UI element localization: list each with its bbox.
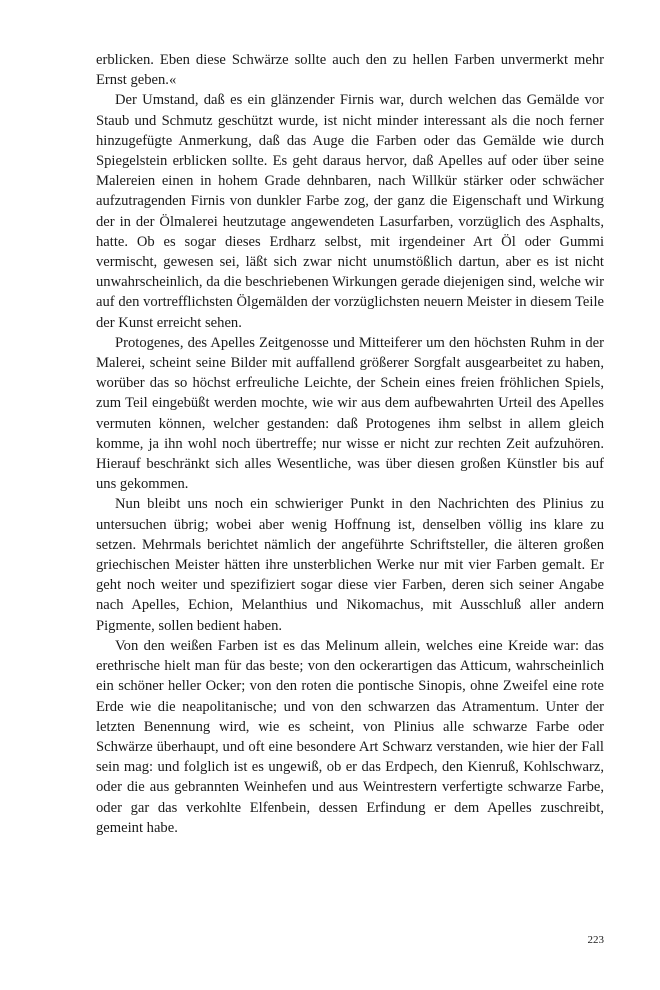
- body-text: [96, 50, 604, 838]
- paragraph-plinius: Nun bleibt uns noch ein schwieriger Punkt in den Nachrichten des Plinius zu untersuchen übrig; wobei aber wenig Hoffnung ist, denselben völlig ins klare zu setzen. Mehrmals berichtet nämlich der angeführte Schriftsteller, die älteren großen griechischen Meister hätten ihre unsterblichen Werke nur mit vier Farben gemalt. Er geht noch weiter und spezifiziert sogar diese vier Farben, deren sich seiner Angabe nach Apelles, Echion, Melanthius und Nikomachus, mit Ausschluß aller andern Pigmente, sollen bedient haben.: [96, 496, 604, 634]
- paragraph-protogenes: Protogenes, des Apelles Zeitgenosse und Mitteiferer um den höchsten Ruhm in der Malerei, scheint seine Bilder mit auffallend größerer Sorgfalt ausgearbeitet zu haben, worüber das so höchst erfreuliche Leichte, der Schein eines freien fröhlichen Spiels, zum Teil eingebüßt werden mochte, wie wir aus dem aufbewahrten Urteil des Apelles vermuten können, welcher gestanden: daß Protogenes ihm selbst in allem gleich komme, ja ihn wohl noch übertreffe; nur wisse er nicht zur rechten Zeit aufzuhören. Hierauf beschränkt sich alles Wesentliche, was über diesen großen Künstler bis auf uns gekommen.: [96, 334, 604, 493]
- paragraph-farben: Von den weißen Farben ist es das Melinum allein, welches eine Kreide war: das erethrische hielt man für das beste; von den ockerartigen das Atticum, wahrscheinlich ein schöner heller Ocker; von den roten die pontische Sinopis, ohne Zweifel eine rote Erde wie die neapolitanische; und von den schwarzen das Atramentum. Unter der letzten Benennung wird, wie es scheint, von Plinius alle schwarze Farbe oder Schwärze überhaupt, und oft eine besondere Art Schwarz verstanden, wie hier der Fall sein mag: und folglich ist es ungewiß, ob er das Erdpech, den Kienruß, Kohlschwarz, oder die aus gebrannten Weinhefen und aus Weintrestern verfertigte schwarze Farbe, oder gar das verkohlte Elfenbein, dessen Erfindung er dem Apelles zuschreibt, gemeint habe.: [96, 637, 604, 836]
- page-number: 223: [587, 934, 604, 946]
- paragraph-continuation: erblicken. Eben diese Schwärze sollte auch den zu hellen Farben unvermerkt mehr Ernst geben.«: [96, 52, 604, 89]
- paragraph-firnis: Der Umstand, daß es ein glänzender Firnis war, durch welchen das Gemälde vor Staub und Schmutz geschützt wurde, ist nicht minder interessant als die noch ferner hinzugefügte Anmerkung, daß das Auge die Farben oder das Gemälde wie durch Spiegelstein erblicken sollte. Es geht daraus hervor, daß Apelles auf oder über seine Malereien einen in hohem Grade dehnbaren, nach Willkür stärker oder schwächer aufzutragenden Firnis von dunkler Farbe zog, der ganz die Eigenschaft und Wirkung der in der Ölmalerei heutzutage angewendeten Lasurfarben, vorzüglich des Asphalts, hatte. Ob es sogar dieses Erdharz selbst, mit irgendeiner Art Öl oder Gummi vermischt, gewesen sei, läßt sich zwar nicht unumstößlich dartun, aber es ist nicht unwahrscheinlich, da die beschriebenen Wirkungen gerade diejenigen sind, welche wir auf den vortrefflichsten Ölgemälden der vorzüglichsten neuern Meister in diesem Teile der Kunst erreicht sehen.: [96, 92, 604, 331]
